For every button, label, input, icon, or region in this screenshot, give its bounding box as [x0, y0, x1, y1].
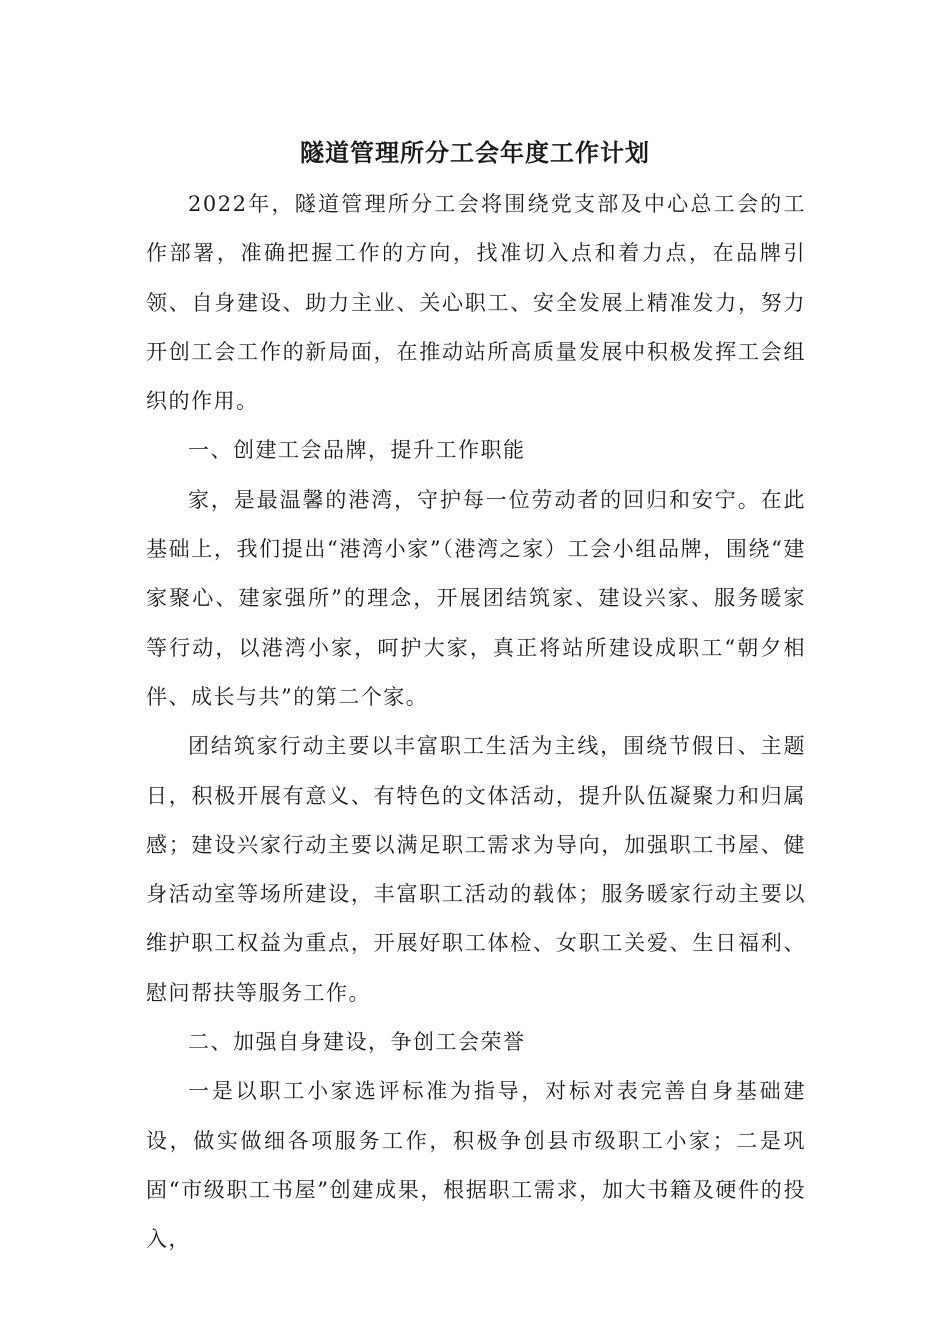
section-2-paragraph-1: 一是以职工小家选评标准为指导，对标对表完善自身基础建设，做实做细各项服务工作，积极争创县市级职工小家；二是巩固“市级职工书屋”创建成果，根据职工需求，加大书籍及硬件的投入，: [146, 1079, 806, 1252]
document-title: 隧道管理所分工会年度工作计划: [300, 138, 650, 167]
intro-paragraph: 2022年，隧道管理所分工会将围绕党支部及中心总工会的工作部署，准确把握工作的方向，找准切入点和着力点，在品牌引领、自身建设、助力主业、关心职工、安全发展上精准发力，努力开创工会工作的新局面，在推动站所高质量发展中积极发挥工会组织的作用。: [146, 192, 806, 414]
section-heading-2: 二、加强自身建设，争创工会荣誉: [188, 1030, 526, 1055]
section-1-paragraph-2: 团结筑家行动主要以丰富职工生活为主线，围绕节假日、主题日，积极开展有意义、有特色的文体活动，提升队伍凝聚力和归属感；建设兴家行动主要以满足职工需求为导向，加强职工书屋、健身活动室等场所建设，丰富职工活动的载体；服务暖家行动主要以维护职工权益为重点，开展好职工体检、女职工关爱、生日福利、慰问帮扶等服务工作。: [146, 734, 806, 1005]
document-body: [146, 180, 806, 1265]
section-heading-1: 一、创建工会品牌，提升工作职能: [188, 438, 526, 463]
section-1-paragraph-1: 家，是最温馨的港湾，守护每一位劳动者的回归和安宁。在此基础上，我们提出“港湾小家”（港湾之家）工会小组品牌，围绕“建家聚心、建家强所”的理念，开展团结筑家、建设兴家、服务暖家等行动，以港湾小家，呵护大家，真正将站所建设成职工“朝夕相伴、成长与共”的第二个家。: [146, 487, 806, 709]
